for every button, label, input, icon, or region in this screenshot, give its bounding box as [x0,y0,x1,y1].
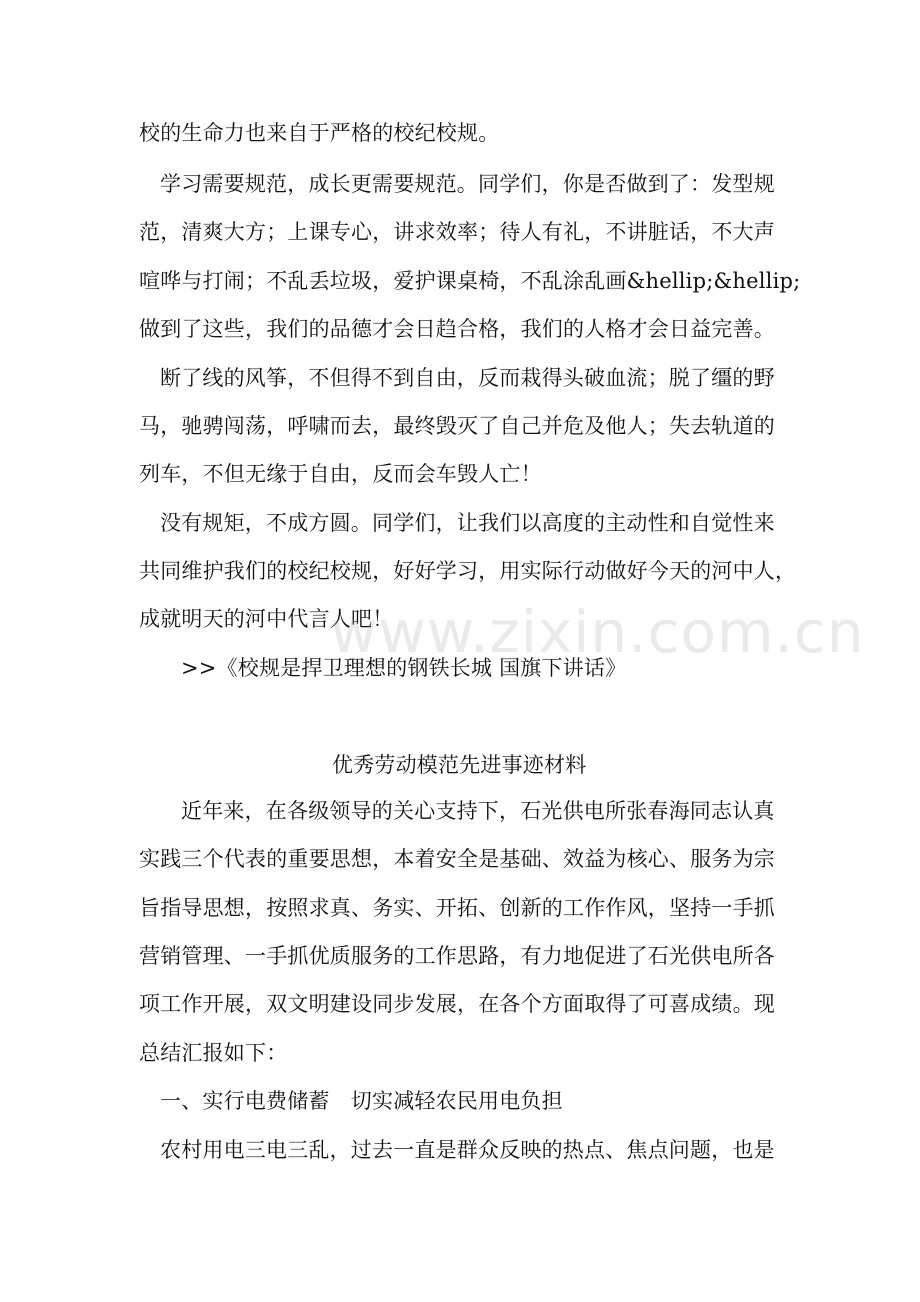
text-line-1: 校的生命力也来自于严格的校纪校规。 [139,121,500,145]
text-line-14: 旨指导思想，按照求真、务实、开拓、创新的工作作风，坚持一手抓 [139,896,775,920]
related-link-title: >>《校规是捍卫理想的钢铁长城 国旗下讲话》 [181,656,627,680]
article-title: 优秀劳动模范先进事迹材料 [332,753,587,777]
text-line-13: 实践三个代表的重要思想，本着安全是基础、效益为核心、服务为宗 [139,847,775,871]
text-line-9: 没有规矩，不成方圆。同学们，让我们以高度的主动性和自觉性来 [160,511,775,535]
text-line-6: 断了线的风筝，不但得不到自由，反而栽得头破血流；脱了缰的野 [160,366,775,390]
watermark-text: www.zixin.com.cn [330,598,865,666]
text-line-3: 范，清爽大方；上课专心，讲求效率；待人有礼，不讲脏话，不大声 [139,220,775,244]
text-line-4: 喧哗与打闹；不乱丢垃圾，爱护课桌椅，不乱涂乱画&hellip;&hellip; [139,269,801,293]
text-line-11: 成就明天的河中代言人吧！ [139,607,394,631]
text-line-10: 共同维护我们的校纪校规，好好学习，用实际行动做好今天的河中人， [139,559,797,583]
text-line-8: 列车，不但无缘于自由，反而会车毁人亡！ [139,462,542,486]
text-line-15: 营销管理、一手抓优质服务的工作思路，有力地促进了石光供电所各 [139,944,775,968]
text-line-5: 做到了这些，我们的品德才会日趋合格，我们的人格才会日益完善。 [139,317,775,341]
text-line-2: 学习需要规范，成长更需要规范。同学们，你是否做到了：发型规 [160,172,775,196]
text-line-12: 近年来，在各级领导的关心支持下，石光供电所张春海同志认真 [181,799,775,823]
text-line-16: 项工作开展，双文明建设同步发展，在各个方面取得了可喜成绩。现 [139,992,775,1016]
section-heading-1: 一、实行电费储蓄 切实减轻农民用电负担 [160,1089,563,1113]
text-line-7: 马，驰骋闯荡，呼啸而去，最终毁灭了自己并危及他人；失去轨道的 [139,414,775,438]
text-line-17: 总结汇报如下： [139,1041,288,1065]
text-line-18: 农村用电三电三乱，过去一直是群众反映的热点、焦点问题，也是 [160,1138,775,1162]
